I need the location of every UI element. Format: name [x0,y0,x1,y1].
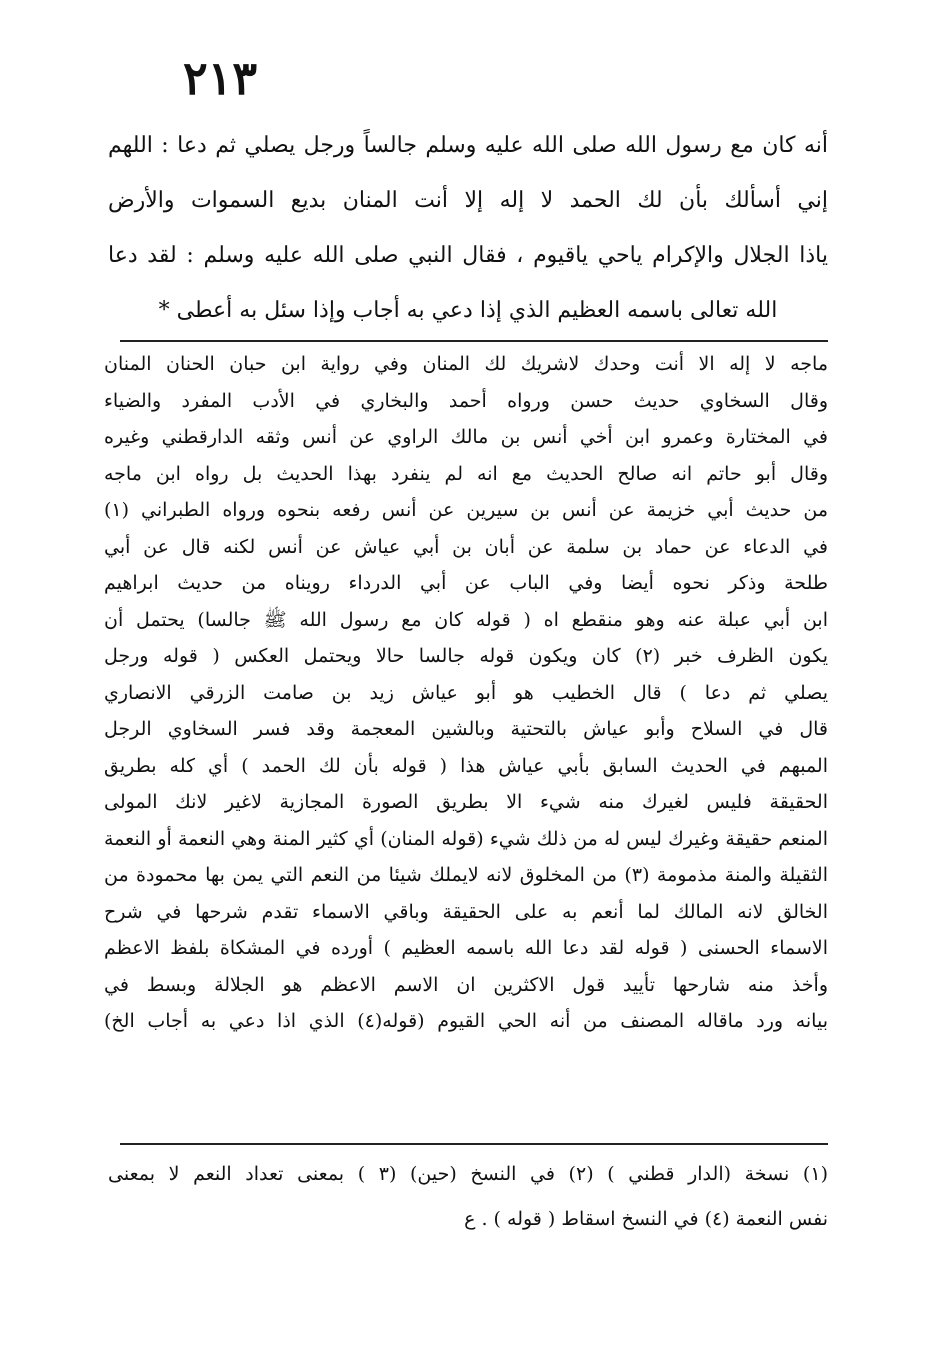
page-number: ٢١٣ [182,51,258,105]
footnote-line: (١) نسخة (الدار قطني ) (٢) في النسخ (حين) (٣ ) بمعنى تعداد النعم لا بمعنى [108,1163,828,1185]
footnote-line: نفس النعمة (٤) في النسخ اسقاط ( قوله ) . ع [464,1208,828,1230]
footnotes [108,1152,828,1242]
hadith-line: الله تعالى باسمه العظيم الذي إذا دعي به أجاب وإذا سئل به أعطى * [158,298,778,323]
commentary-line: ماجه لا إله الا أنت وحدك لاشريك لك المنان وفي رواية ابن حبان الحنان المنان [104,353,828,375]
commentary-line: ابن أبي عبلة عنه وهو منقطع اه ( قوله كان مع رسول الله ﷺ جالسا) يحتمل أن [104,608,828,631]
commentary-line: يصلي ثم دعا ) قال الخطيب هو أبو عياش زيد بن صامت الزرقي الانصاري [104,681,828,704]
section-divider [120,340,828,342]
commentary-line: المبهم في الحديث السابق بأبي عياش هذا ( قوله بأن لك الحمد ) أي كله بطريق [104,754,828,777]
footnote-divider [120,1143,828,1145]
commentary-line: الثقيلة والمنة مذمومة (٣) من المخلوق لانه لايملك شيئا من النعم التي يمن بها محمودة من [104,864,828,886]
commentary-line: من حديث أبي خزيمة عن أنس بن سيرين عن أنس رفعه بنحوه ورواه الطبراني (١) [104,499,828,521]
commentary-line: في المختارة وعمرو ابن أخي أنس بن مالك الراوي عن أنس وثقه الدارقطني وغيره [104,426,828,448]
commentary-line: يكون الظرف خبر (٢) كان ويكون قوله جالسا حالا ويحتمل العكس ( قوله ورجل [104,645,828,667]
commentary-line: الاسماء الحسنى ( قوله لقد دعا الله باسمه العظيم ) أورده في المشكاة بلفظ الاعظم [104,937,828,959]
commentary-line: وقال أبو حاتم انه صالح الحديث مع انه لم ينفرد بهذا الحديث بل رواه ابن ماجه [104,462,828,485]
commentary-line: الخالق لانه المالك لما أنعم به على الحقيقة وباقي الاسماء تقدم شرحها في شرح [104,900,828,923]
commentary-line: بيانه ورد ماقاله المصنف من أنه الحي القيوم (قوله(٤) الذي اذا دعي به أجاب الخ) [104,1010,828,1032]
commentary-line: وأخذ منه شارحها تأييد قول الاكثرين ان الاسم الاعظم هو الجلالة وبسط في [104,973,828,996]
commentary-text [104,346,828,1040]
hadith-line: ياذا الجلال والإكرام ياحي ياقيوم ، فقال النبي صلى الله عليه وسلم : لقد دعا [108,243,828,268]
hadith-line: أنه كان مع رسول الله صلى الله عليه وسلم جالساً ورجل يصلي ثم دعا : اللهم [108,133,828,158]
commentary-line: في الدعاء عن حماد بن سلمة عن أبان بن أبي عياش عن أنس لكنه قال عن أبي [104,535,828,558]
commentary-line: الحقيقة فليس لغيرك منه شيء الا بطريق الصورة المجازية لاغير لانك المولى [104,791,828,813]
commentary-line: وقال السخاوي حديث حسن ورواه أحمد والبخاري في الأدب المفرد والضياء [104,389,828,412]
commentary-line: المنعم حقيقة وغيرك ليس له من ذلك شيء (قوله المنان) أي كثير المنة وهي النعمة أو النعمة [104,827,828,850]
commentary-line: طلحة وذكر نحوه أيضا وفي الباب عن أبي الدرداء رويناه من حديث ابراهيم [104,572,828,594]
hadith-line: إني أسألك بأن لك الحمد لا إله إلا أنت المنان بديع السموات والأرض [108,188,828,213]
hadith-text [108,118,828,338]
commentary-line: قال في السلاح وأبو عياش بالتحتية وبالشين المعجمة وقد فسر السخاوي الرجل [104,718,828,740]
